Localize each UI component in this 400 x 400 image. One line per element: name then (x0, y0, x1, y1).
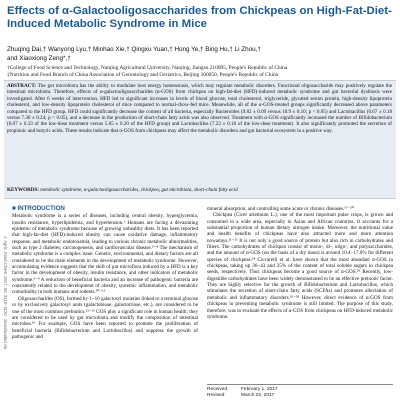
left-paragraph-1: Metabolic syndrome is a series of diseases, including central obesity, hyperglycemia, insulin resistance, hyperlipidemia, and hypertension.¹ Humans are facing a devastating epidemic of metabolic syndrome because of growing unhealthy diets. It has been reported that high-fat-diet (HFD)-induced obesity can cause oxidative damage, inflammatory response, and metabolic endotoxemia, leading to various chronic metabolic abnormalities, such as type 2 diabetes, carcinogenesis, and cardiovascular disease.²⁻⁴ The mechanism of metabolic syndrome is a complex issue. Genetic, environmental, and dietary factors are all considered to be the main elements in the development of metabolic syndrome. However, accumulating evidence suggests that the shift of gut microflora induced by a HFD is a key factor in the development of obesity, insulin resistance, and other indicators of metabolic syndrome.⁵⁻⁹ A reduction of beneficial bacteria and an increase of pathogenic bacteria are consistently related to the development of obesity, systemic inflammation, and metabolic comorbidity in both humans and rodents.¹⁰⁻¹² (12, 213, 198, 296)
abstract-body: The gut microbiota has the ability to modulate host energy homeostasis, which may regulate metabolic disorders. Functional oligosaccharide may positively regulate the intestinal microbiota. Therefore, effects of α-galactooligosaccharides (α-GOS) from chickpea on high-fat-diet (HFD)-induced metabolic syndrome and gut bacterial dysbiosis were investigated. After 6 weeks of intervention, HFD led to significant increases in levels of blood glucose, total cholesterol, triglyceride, glycated serum protein, high-density lipoprotein cholesterol, and low-density lipoprotein cholesterol of mice compared to normal-chow-fed mice. Meanwhile, all of the α-GOS-treated groups significantly decreased above parameters compared to the HFD group. HFD could significantly decrease the content of all bacteria, especially Bacteroides (9.82 ± 0.09 versus 10.9 ± 0.10; p < 0.05) and Lactobacillus (6.67 ± 0.18 versus 7.30 ± 0.24; p < 0.05), and a decrease in the production of short-chain fatty acids was also observed. Treatment with α-GOS significantly increased the number of Bifidobacterium (6.07 ± 0.33 of the low-dose treatment versus 5.65 ± 0.20 of the HFD group) and Lactobacillus (7.22 ± 0.16 of the low-dose treatment). It also significantly promoted the secretion of propionic and butyric acids. These results indicate that α-GOS from chickpeas may affect the metabolic disorders and gut bacterial ecosystem in a positive way. (7, 83, 392, 134)
abstract-label: ABSTRACT: (7, 83, 37, 89)
received-date: February 1, 2017 (241, 387, 278, 392)
keywords-label: KEYWORDS: (7, 187, 39, 193)
keywords (7, 187, 392, 193)
right-paragraph-2: Chickpea (Cicer arietinum L.), one of the most important pulse crops, is grown and consumed in a wide area, especially in Asian and African countries. It accounts for a substantial proportion of human dietary nitrogen intake. Moreover, the nutritional value and health benefits of chickpeas have also attracted more and more attention nowadays.²¹⁻²³ It is not only a good source of protein but also rich in carbohydrates and fibers. The carbohydrates of chickpea consist of mono-, di-, oligo-, and polysaccharides, and the amount of α-GOS (on the basis of a dry mass) is around 10.4−17.0% for different species of chickpeas.²⁴ Ciccarelli et al. have shown that the most abundant α-GOS in chickpeas, taking up 36−43 and 25% of the content of total soluble sugars in chickpea seeds, respectively. Thus chickpeas become a good source of α-GOS.²⁵ Recently, low-digestible carbohydrates have been widely demonstrated to be an effective prebiotic factor. They are highly selective for the growth of Bifidobacterium and Lactobacillus, which stimulates the secretion of short-chain fatty acids (SCFAs) and promotes alleviation of metabolic and inflammatory disorders.²⁶⁻²⁸ However, direct evidence of α-GOS from chickpeas in preventing metabolic syndrome is still limited. The purpose of this study, therefore, was to evaluate the effects of α-GOS from chickpeas on HFD-induced metabolic syndrome. (207, 212, 393, 320)
received-label: Received: (207, 387, 229, 392)
left-paragraph-2: Oligosaccharides (OS), formed by 1−10 galactosyl moieties linked to a terminal glucose or by exclusively galactosyl units (galactobiose, galactotriose, etc.), are considered to be one of the most common prebiotics.¹³⁻¹⁵ GOS play a significant role in human health; they are considered to be used by gut microbiota and modify the composition of intestinal microbes.¹⁶ For example, GOS have been reported to promote the proliferation of beneficial bacteria (Bifidobacterium and Lactobacillus) and suppress the growth of pathogenic and (12, 295, 198, 340)
right-column (207, 206, 393, 320)
received-revised-footer (207, 384, 393, 399)
revised-label: Revised: (207, 392, 226, 398)
affiliation-2: ‡Nutrition and Food Branch of China Association of Gerontology and Geriatrics, Beijing 100050, People's Republic of China (7, 72, 279, 78)
keywords-body: metabolic syndrome, α-galactooligosaccharides, chickpea, gut microbiota, short-chain fatty acid (40, 187, 238, 193)
side-citation-text: J. Agric. Food Chem. 2017, 65, 3115−3120 · Downloaded via (3, 236, 8, 350)
side-citation-strip (0, 236, 8, 396)
article-title: Effects of α-Galactooligosaccharides from Chickpeas on High-Fat-Diet-Induced Metabolic Syndrome in Mice (7, 5, 392, 30)
introduction-heading: ■ INTRODUCTION (12, 205, 65, 212)
author-list (7, 46, 393, 63)
abstract (7, 83, 392, 134)
left-column (12, 206, 198, 340)
authors-line-2: and Xiaoxiong Zeng*,† (7, 54, 71, 62)
revised-row (207, 393, 393, 399)
revised-date: March 22, 2017 (241, 392, 275, 398)
right-paragraph-1: mineral absorption, and controlling some acute or chronic diseases.¹⁷⁻²⁰ (207, 206, 354, 212)
authors-line-1: Zhuqing Dai,† Wanyong Lyu,† Minhao Xie,† Qingxu Yuan,† Hong Ye,† Bing Hu,† Li Zhou,† (7, 46, 261, 53)
affiliation-1: †College of Food Science and Technology, Nanjing Agricultural University, Nanjing, Jiangsu 210095, People's Republic of China (7, 65, 288, 71)
affiliations (7, 65, 393, 79)
